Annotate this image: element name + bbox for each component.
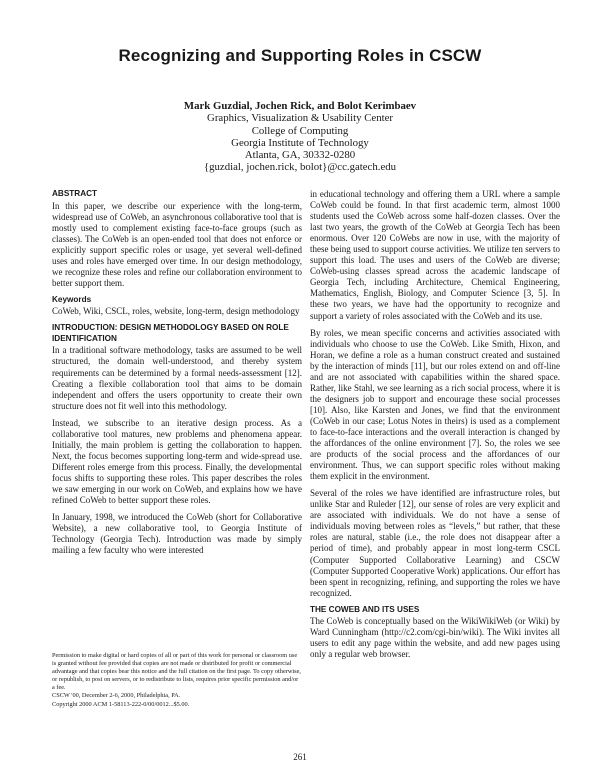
- abstract-text: In this paper, we describe our experience with the long-term, widespread use of CoWeb, an asynchronous collaborative tool that is mostly used to complement existing face-to-face groups (such as classes). The CoWeb is an open-ended tool that does not enforce or explicitly support specific roles or usage, yet several well-defined uses and roles have emerged over time. In our design methodology, we recognize these roles and refine our collaboration environment to better support them.: [52, 200, 302, 288]
- affiliation-line: College of Computing: [251, 124, 349, 137]
- keywords-heading: Keywords: [52, 294, 92, 304]
- affiliation-line: Graphics, Visualization & Usability Center: [207, 112, 393, 125]
- paragraph: Several of the roles we have identified are infrastructure roles, but unlike Star and Ruleder [12], our sense of roles are very explicit and are associated with individuals. We do not have a sense of individuals moving between roles as “levels,” but rather, that these roles are natural, stable (i.e., the role does not disappear after a period of time), and probably appear in most long-term CSCL (Computer Supported Collaborative Learning) and CSCW (Computer Supported Cooperative Work) applications. Our effort has been spent in recognizing, refining, and supporting the roles we have recognized.: [310, 488, 560, 598]
- coweb-section-heading: THE COWEB AND ITS USES: [310, 604, 420, 614]
- page-number: 261: [293, 752, 307, 762]
- paragraph: The CoWeb is conceptually based on the WikiWikiWeb (or Wiki) by Ward Cunningham (http://c2.com/cgi-bin/wiki). The Wiki invites all users to edit any page within the website, and add new pages using only a regular web browser.: [310, 616, 560, 660]
- introduction-heading: INTRODUCTION: DESIGN METHODOLOGY BASED ON ROLE IDENTIFICATION: [52, 323, 289, 343]
- paragraph: in educational technology and offering them a URL where a sample CoWeb could be found. In that first academic term, almost 1000 students used the CoWeb across some half-dozen classes. Over the last two years, the growth of the CoWeb at Georgia Tech has been enormous. Over 120 CoWebs are now in use, with the majority of these being used to support course activities. We utilize ten servers to support this load. The uses and users of the CoWeb are diverse; CoWeb-using classes spread across the academic landscape of Georgia Tech, including Architecture, Chemical Engineering, Mathematics, English, Biology, and Computer Science [3, 5]. In these two years, we have had the opportunity to recognize and support a variety of roles associated with the CoWeb and its use.: [310, 189, 560, 321]
- author-emails: {guzdial, jochen.rick, bolot}@cc.gatech.edu: [203, 161, 397, 174]
- affiliation-line: Georgia Institute of Technology: [231, 136, 369, 149]
- paragraph: In January, 1998, we introduced the CoWeb (short for Collaborative Website), a new collaborative tool, to Georgia Institute of Technology (Georgia Tech). Introduction was made by simply mailing a few faculty who were interested: [52, 512, 302, 556]
- left-column: [52, 189, 302, 562]
- abstract-heading: ABSTRACT: [52, 189, 98, 198]
- conference-line: CSCW '00, December 2-6, 2000, Philadelphia, PA.: [52, 692, 181, 700]
- keywords-text: CoWeb, Wiki, CSCL, roles, website, long-term, design methodology: [52, 306, 300, 317]
- paragraph: By roles, we mean specific concerns and activities associated with individuals who choose to use the CoWeb. Like Smith, Hixon, and Horan, we define a role as a human construct created and sustained by the interaction of minds [11], but our roles extend on and off-line and are not associated with capabilities within the shared space. Rather, like Stahl, we see learning as a rich social process, where it is the designers job to support and encourage these social processes [10]. Also, like Karsten and Jones, we find that the environment (CoWeb in our case; Lotus Notes in theirs) is used as a complement to face-to-face interactions and the overall interaction is changed by the affordances of the online environment [7]. So, the roles we see are products of the social process and the affordances of our environment. Thus, we can support specific roles without making them explicit in the environment.: [310, 327, 560, 482]
- affiliation-line: Atlanta, GA, 30332-0280: [244, 149, 356, 162]
- permission-notice: [52, 652, 302, 709]
- right-column: [310, 189, 560, 666]
- author-block: [0, 100, 600, 174]
- paper-title: Recognizing and Supporting Roles in CSCW: [118, 46, 482, 65]
- paragraph: Instead, we subscribe to an iterative design process. As a collaborative tool matures, new problems and phenomena appear. Initially, the main problem is getting the collaboration to happen. Next, the focus becomes supporting long-term and wide-spread use. Different roles emerge from this process. Finally, the developmental focus shifts to supporting these roles. This paper describes the roles we saw emerging in our work on CoWeb, and explains how we have refined CoWeb to better support these roles.: [52, 417, 302, 506]
- permission-text: Permission to make digital or hard copies of all or part of this work for personal or classroom use is granted without fee provided that copies are not made or distributed for profit or commercial advantage and that copies bear this notice and the full citation on the first page. To copy otherwise, or republish, to post on servers, or to redistribute to lists, requires prior specific permission and/or a fee.: [52, 652, 301, 692]
- author-names: Mark Guzdial, Jochen Rick, and Bolot Kerimbaev: [183, 100, 417, 112]
- paragraph: In a traditional software methodology, tasks are assumed to be well structured, the domain well-understood, and thereby system requirements can be determined by a formal needs-assessment [12]. Creating a flexible collaboration tool that aims to be domain independent and offers the users opportunity to create their own structure does not fit well into this methodology.: [52, 345, 302, 411]
- copyright-line: Copyright 2000 ACM 1-58113-222-0/00/0012...$5.00.: [52, 700, 190, 708]
